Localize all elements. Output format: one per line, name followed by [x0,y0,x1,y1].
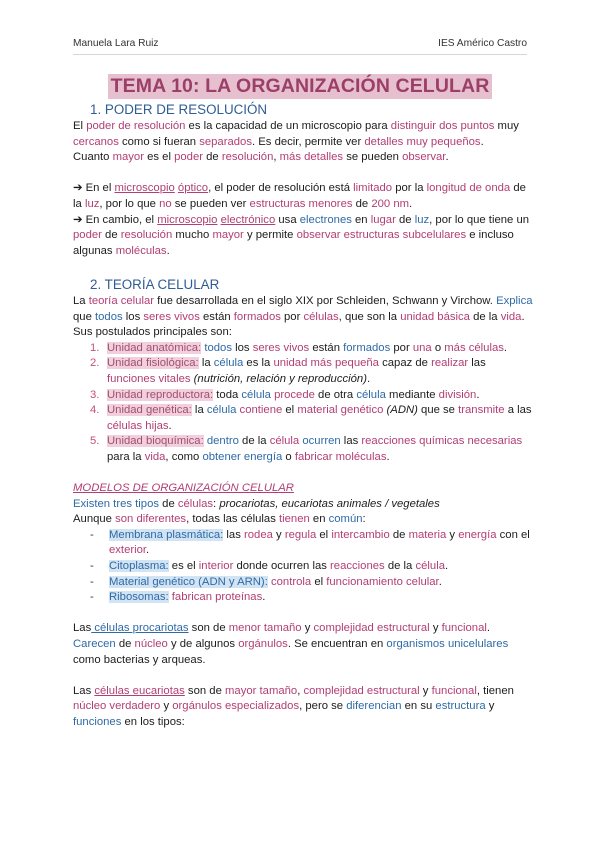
postulates-intro: Sus postulados principales son: [73,326,232,339]
optical-microscope-note: ➔ En el microscopio óptico, el poder de resolución está limitado por la longitud de onda de la luz, por lo que no se pueden ver estructuras menores de 200 nm. [73,182,526,210]
cell-types-line: Existen tres tipos de células: procariotas, eucariotas animales / vegetales [73,497,440,510]
header-school: IES Américo Castro [438,38,527,49]
common-features-list [73,528,535,606]
content [73,100,535,731]
postulate-item: 4. Unidad genética: la célula contiene el material genético (ADN) que se transmite a las células hijas. [90,404,532,432]
common-features-line: Aunque son diferentes, todas las células tienen en común: [73,513,366,526]
electron-microscope-note: ➔ En cambio, el microscopio electrónico usa electrones en lugar de luz, por lo que tiene un poder de resolución mucho mayor y permite observar estructuras subcelulares e incluso algunas moléculas. [73,213,530,257]
feature-item: - Membrana plasmática: las rodea y regula el intercambio de materia y energía con el exterior. [90,528,530,557]
page-title: TEMA 10: LA ORGANIZACIÓN CELULAR [108,74,493,99]
title-block [0,74,600,99]
postulate-item: 3. Unidad reproductora: toda célula procede de otra célula mediante división. [90,388,480,401]
resolution-rule: Cuanto mayor es el poder de resolución, más detalles se pueden observar. [73,151,449,164]
postulate-item: 1. Unidad anatómica: todos los seres vivos están formados por una o más células. [90,341,508,354]
postulate-item: 5. Unidad bioquímica: dentro de la célula ocurren las reacciones químicas necesarias para la vida, como obtener energía o fabricar moléculas. [90,435,523,463]
page-header [73,38,527,49]
feature-item: - Ribosomas: fabrican proteínas. [90,591,266,604]
feature-item: - Material genético (ADN y ARN): controla el funcionamiento celular. [90,575,442,588]
postulates-list [73,341,535,466]
eukaryote-paragraph: Las células eucariotas son de mayor tamaño, complejidad estructural y funcional, tienen núcleo verdadero y orgánulos especializados, pero se diferencian en su estructura y funciones en los tipos: [73,684,514,728]
postulate-item: 2. Unidad fisiológica: la célula es la unidad más pequeña capaz de realizar las funciones vitales (nutrición, relación y reproducción). [90,357,486,385]
resolution-definition: El poder de resolución es la capacidad de un microscopio para distinguir dos puntos muy cercanos como si fueran separados. Es decir, permite ver detalles muy pequeños. [73,120,519,148]
cell-theory-intro: La teoría celular fue desarrollada en el siglo XIX por Schleiden, Schwann y Virchow. Explica que todos los seres vivos están formados por células, que son la unidad básica de la vida. [73,294,533,323]
feature-item: - Citoplasma: es el interior donde ocurren las reacciones de la célula. [90,560,449,573]
header-divider [73,54,527,55]
prokaryote-paragraph: Las células procariotas son de menor tamaño y complejidad estructural y funcional. Carecen de núcleo y de algunos orgánulos. Se encuentran en organismos unicelulares como bacterias y arqueas. [73,622,509,666]
header-author: Manuela Lara Ruiz [73,38,159,49]
models-heading: MODELOS DE ORGANIZACIÓN CELULAR [73,482,294,495]
section-heading-cell-theory: 2. TEORÍA CELULAR [90,276,220,292]
section-heading-resolution: 1. PODER DE RESOLUCIÓN [90,102,268,117]
